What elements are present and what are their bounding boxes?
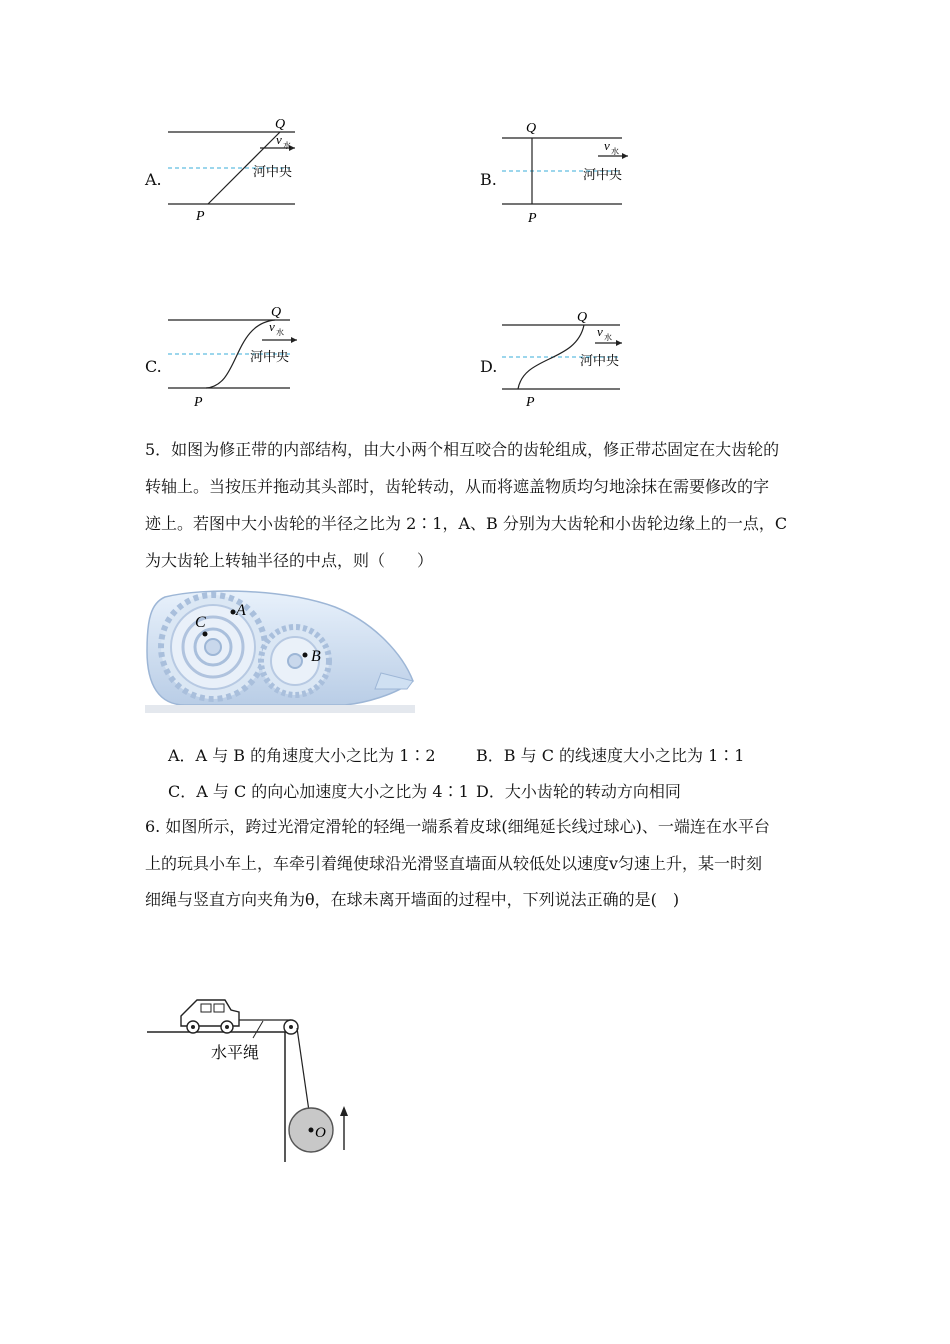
option-label-a: A. xyxy=(145,170,162,189)
point-q: Q xyxy=(275,117,286,132)
v-label: v xyxy=(604,138,610,153)
option-label-d: D. xyxy=(480,357,498,376)
center-label: 河中央 xyxy=(250,349,290,364)
v-sub: 水 xyxy=(604,333,612,342)
v-label: v xyxy=(276,132,282,147)
point-q: Q xyxy=(526,121,537,136)
center-label: 河中央 xyxy=(580,353,620,368)
correction-tape-svg xyxy=(145,585,415,715)
toy-car xyxy=(181,1000,239,1033)
option-label-c: C. xyxy=(145,357,162,376)
center-label: 河中央 xyxy=(583,167,623,182)
figure-a xyxy=(140,110,320,230)
v-sub: 水 xyxy=(611,147,619,156)
q5-option-a[interactable]: A．A 与 B 的角速度大小之比为 1∶2 xyxy=(168,746,436,765)
figure-b-svg xyxy=(480,110,660,230)
q5-line-1: 5．如图为修正带的内部结构，由大小两个相互咬合的齿轮组成，修正带芯固定在大齿轮的 xyxy=(145,440,780,459)
figure-d-svg xyxy=(480,305,660,425)
q5-line-4: 为大齿轮上转轴半径的中点，则（ ） xyxy=(145,551,434,570)
rope-label: 水平绳 xyxy=(211,1045,260,1062)
option-label-b: B. xyxy=(480,170,497,189)
point-q: Q xyxy=(271,305,282,320)
figure-a-svg xyxy=(140,110,320,230)
figure-c-svg xyxy=(140,298,320,418)
v-sub: 水 xyxy=(283,141,291,150)
v-label: v xyxy=(269,319,275,334)
figure-c xyxy=(140,298,320,418)
figure-b xyxy=(480,110,660,230)
v-label: v xyxy=(597,324,603,339)
q5-line-2: 转轴上。当按压并拖动其头部时，齿轮转动，从而将遮盖物质均匀地涂抹在需要修改的字 xyxy=(145,477,770,496)
q6-line-3: 细绳与竖直方向夹角为θ，在球未离开墙面的过程中，下列说法正确的是( ) xyxy=(145,890,680,909)
correction-tape-figure xyxy=(145,585,415,715)
q5-option-d[interactable]: D．大小齿轮的转动方向相同 xyxy=(476,782,681,801)
q6-line-1: 6. 如图所示，跨过光滑定滑轮的轻绳一端系着皮球(细绳延长线过球心)、一端连在水平台 xyxy=(145,817,770,836)
figure-d xyxy=(480,305,660,425)
point-p: P xyxy=(526,395,535,410)
q5-line-3: 迹上。若图中大小齿轮的半径之比为 2∶1，A、B 分别为大齿轮和小齿轮边缘上的一点，C xyxy=(145,514,788,533)
q6-line-2: 上的玩具小车上，车牵引着绳使球沿光滑竖直墙面从较低处以速度v匀速上升，某一时刻 xyxy=(145,854,763,873)
pulley-svg xyxy=(145,990,365,1170)
point-p: P xyxy=(528,211,537,226)
center-label: 河中央 xyxy=(253,164,293,179)
ball-center-label: O xyxy=(315,1125,326,1141)
pulley-figure xyxy=(145,990,365,1170)
point-c-label: C xyxy=(195,614,206,631)
point-p: P xyxy=(194,395,203,410)
q5-option-c[interactable]: C．A 与 C 的向心加速度大小之比为 4∶1 xyxy=(168,782,469,801)
point-b-label: B xyxy=(311,648,321,665)
point-a-label: A xyxy=(236,602,246,619)
point-q: Q xyxy=(577,310,588,325)
point-p: P xyxy=(196,209,205,224)
v-sub: 水 xyxy=(276,328,284,337)
q5-option-b[interactable]: B．B 与 C 的线速度大小之比为 1∶1 xyxy=(476,746,745,765)
